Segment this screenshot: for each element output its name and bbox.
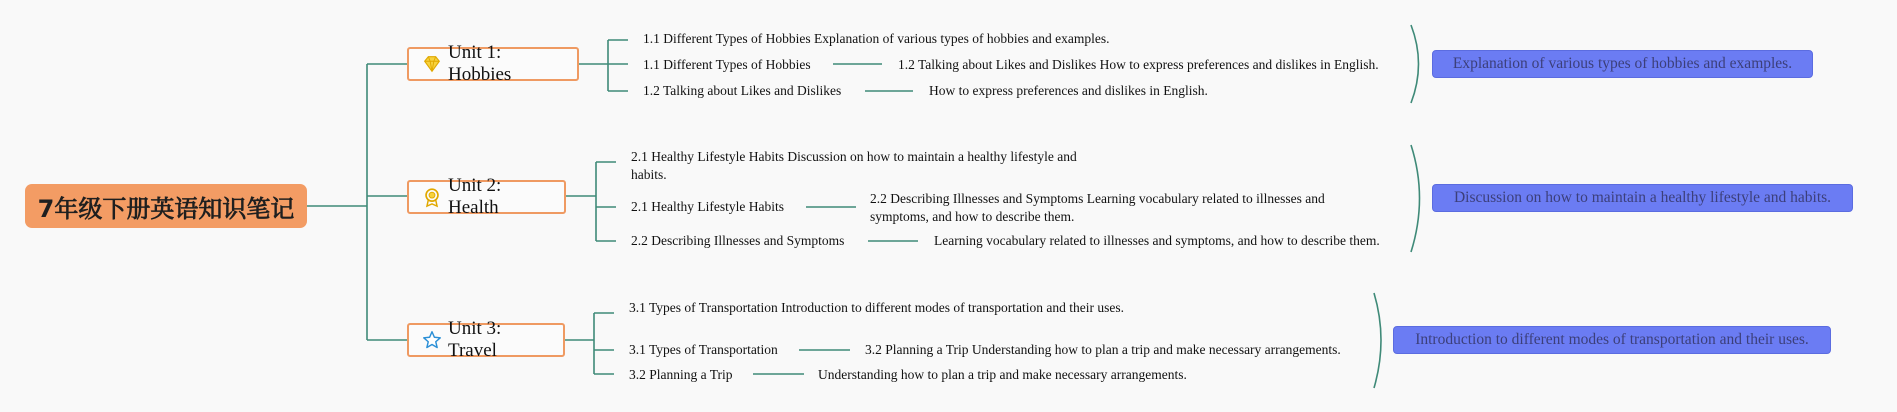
unit-1-topic[interactable] (407, 42, 579, 85)
unit-2-line-1[interactable]: 2.1 Healthy Lifestyle Habits Discussion on how to maintain a healthy lifestyle and habits. (631, 149, 1077, 182)
unit-3-branches (565, 313, 614, 374)
unit-3-title: Unit 3: Travel (448, 318, 502, 361)
unit-3-line-2[interactable]: 3.1 Types of Transportation (629, 342, 778, 357)
unit-1-line-1[interactable]: 1.1 Different Types of Hobbies Explanation of various types of hobbies and examples. (643, 31, 1110, 46)
unit-2-line-4[interactable]: 2.2 Describing Illnesses and Symptoms (631, 233, 845, 248)
unit-2-line-2[interactable]: 2.1 Healthy Lifestyle Habits (631, 199, 784, 214)
unit-2-line-3[interactable]: 2.2 Describing Illnesses and Symptoms Learning vocabulary related to illnesses and symptoms, and how to describe them. (870, 191, 1325, 224)
unit-1-branches (579, 40, 628, 91)
unit-2-line-5[interactable]: Learning vocabulary related to illnesses and symptoms, and how to describe them. (934, 233, 1380, 248)
unit-2-branches (566, 162, 616, 241)
unit-3-line-5[interactable]: Understanding how to plan a trip and make necessary arrangements. (818, 367, 1187, 382)
root-topic[interactable]: 7年级下册英语知识笔记 (25, 184, 307, 228)
unit-1-line-4[interactable]: 1.2 Talking about Likes and Dislikes (643, 83, 842, 98)
unit-1-title: Unit 1: Hobbies (448, 42, 512, 85)
unit-3-line-3[interactable]: 3.2 Planning a Trip Understanding how to plan a trip and make necessary arrangements. (865, 342, 1341, 357)
star-icon (421, 329, 443, 351)
unit-2-summary[interactable]: Discussion on how to maintain a healthy lifestyle and habits. (1432, 184, 1853, 212)
unit-1-line-2[interactable]: 1.1 Different Types of Hobbies (643, 57, 811, 72)
unit-3-line-4[interactable]: 3.2 Planning a Trip (629, 367, 733, 382)
unit-2-topic[interactable] (407, 175, 566, 218)
unit-2-title: Unit 2: Health (448, 175, 502, 218)
unit-3-topic[interactable] (407, 318, 565, 361)
summary-bracket-1 (1411, 25, 1419, 103)
medal-icon (421, 186, 443, 208)
unit-1-line-5[interactable]: How to express preferences and dislikes in English. (929, 83, 1208, 98)
unit-3-line-1[interactable]: 3.1 Types of Transportation Introduction to different modes of transportation and their uses. (629, 300, 1124, 315)
unit-1-summary[interactable]: Explanation of various types of hobbies and examples. (1432, 50, 1813, 78)
diamond-icon (421, 53, 443, 75)
summary-bracket-3 (1374, 293, 1381, 388)
summary-bracket-2 (1411, 145, 1420, 252)
unit-3-summary[interactable]: Introduction to different modes of transportation and their uses. (1393, 326, 1831, 354)
unit-1-line-3[interactable]: 1.2 Talking about Likes and Dislikes How to express preferences and dislikes in English. (898, 57, 1379, 72)
